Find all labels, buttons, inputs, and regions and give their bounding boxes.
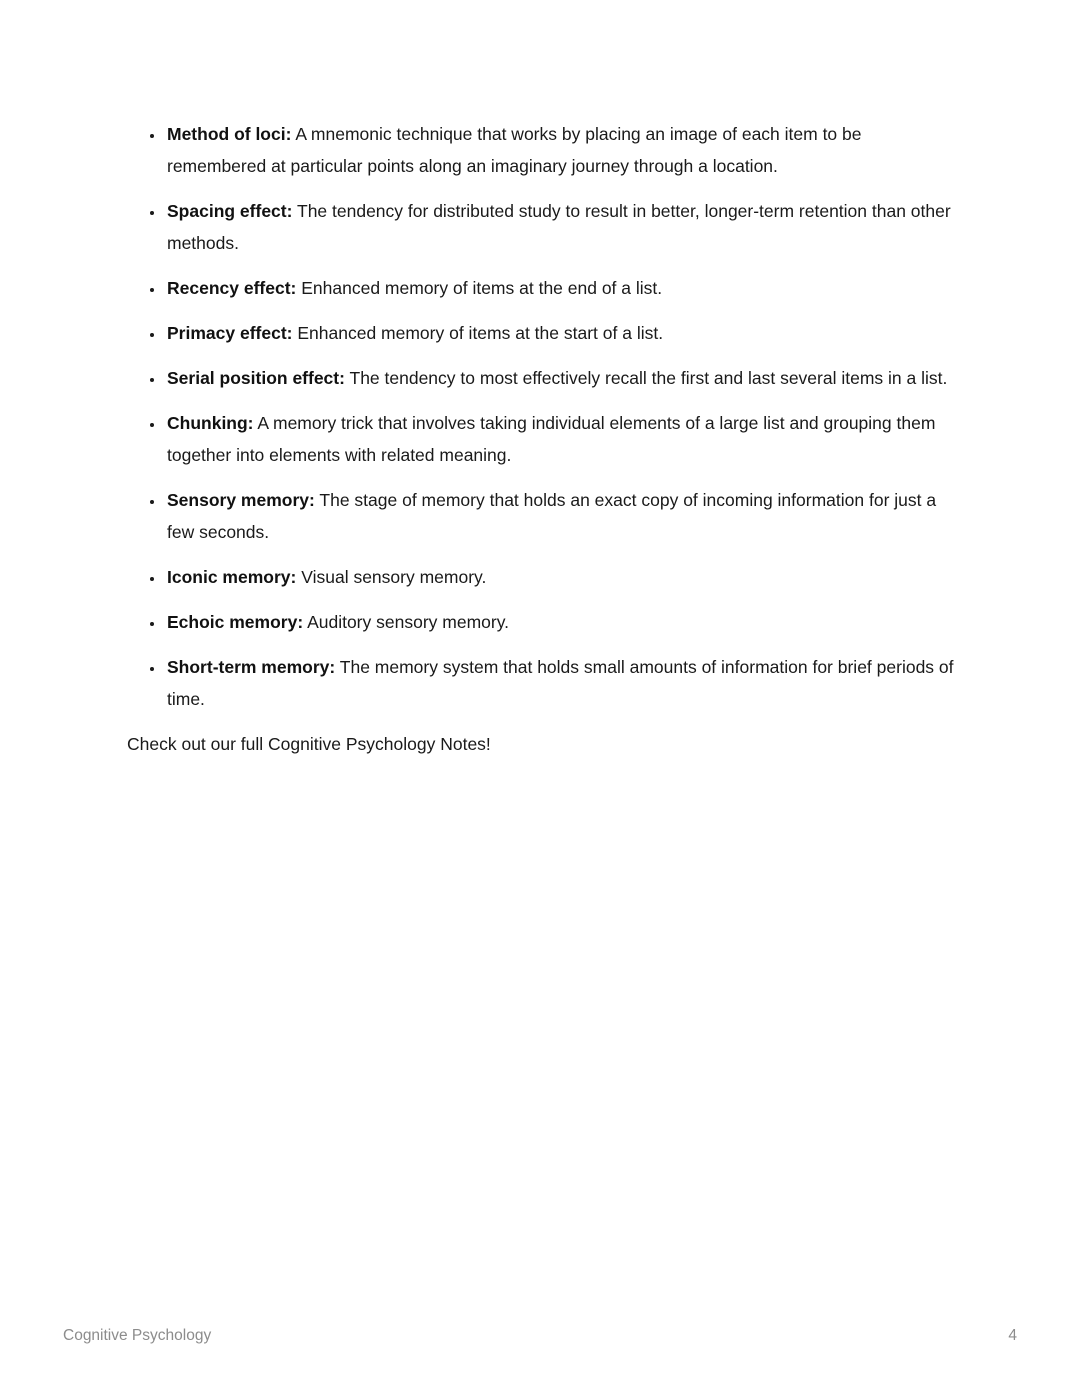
term-definition: The tendency to most effectively recall the first and last several items in a list. xyxy=(349,368,948,388)
term-label: Iconic memory: xyxy=(167,567,297,587)
list-item xyxy=(165,195,958,259)
term-label: Method of loci: xyxy=(167,124,292,144)
term-definition: The memory system that holds small amounts of information for brief periods of time. xyxy=(167,657,954,709)
list-item xyxy=(165,651,958,715)
term-label: Short-term memory: xyxy=(167,657,336,677)
list-item xyxy=(165,561,958,593)
list-item xyxy=(165,362,958,394)
list-item xyxy=(165,317,958,349)
footer-page-number: 4 xyxy=(1008,1327,1017,1344)
term-label: Serial position effect: xyxy=(167,368,345,388)
term-definition: The stage of memory that holds an exact copy of incoming information for just a few seconds. xyxy=(167,490,937,542)
term-definition: Auditory sensory memory. xyxy=(307,612,510,632)
term-label: Recency effect: xyxy=(167,278,297,298)
term-definition: Enhanced memory of items at the end of a list. xyxy=(301,278,663,298)
closing-line: Check out our full Cognitive Psychology Notes! xyxy=(127,734,491,754)
page-footer xyxy=(63,1327,1017,1345)
list-item xyxy=(165,118,958,182)
term-definition: Enhanced memory of items at the start of a list. xyxy=(297,323,664,343)
list-item xyxy=(165,606,958,638)
list-item xyxy=(165,272,958,304)
term-definition: A memory trick that involves taking individual elements of a large list and grouping them together into elements with related meaning. xyxy=(167,413,936,465)
footer-doc-title: Cognitive Psychology xyxy=(63,1327,212,1344)
term-definition: Visual sensory memory. xyxy=(301,567,487,587)
term-label: Primacy effect: xyxy=(167,323,293,343)
list-item xyxy=(165,407,958,471)
term-label: Spacing effect: xyxy=(167,201,293,221)
term-definition: The tendency for distributed study to result in better, longer-term retention than other methods. xyxy=(167,201,951,253)
term-definition: A mnemonic technique that works by placing an image of each item to be remembered at particular points along an imaginary journey through a location. xyxy=(167,124,862,176)
term-label: Echoic memory: xyxy=(167,612,304,632)
terms-list xyxy=(127,118,958,715)
term-label: Sensory memory: xyxy=(167,490,315,510)
term-label: Chunking: xyxy=(167,413,254,433)
list-item xyxy=(165,484,958,548)
